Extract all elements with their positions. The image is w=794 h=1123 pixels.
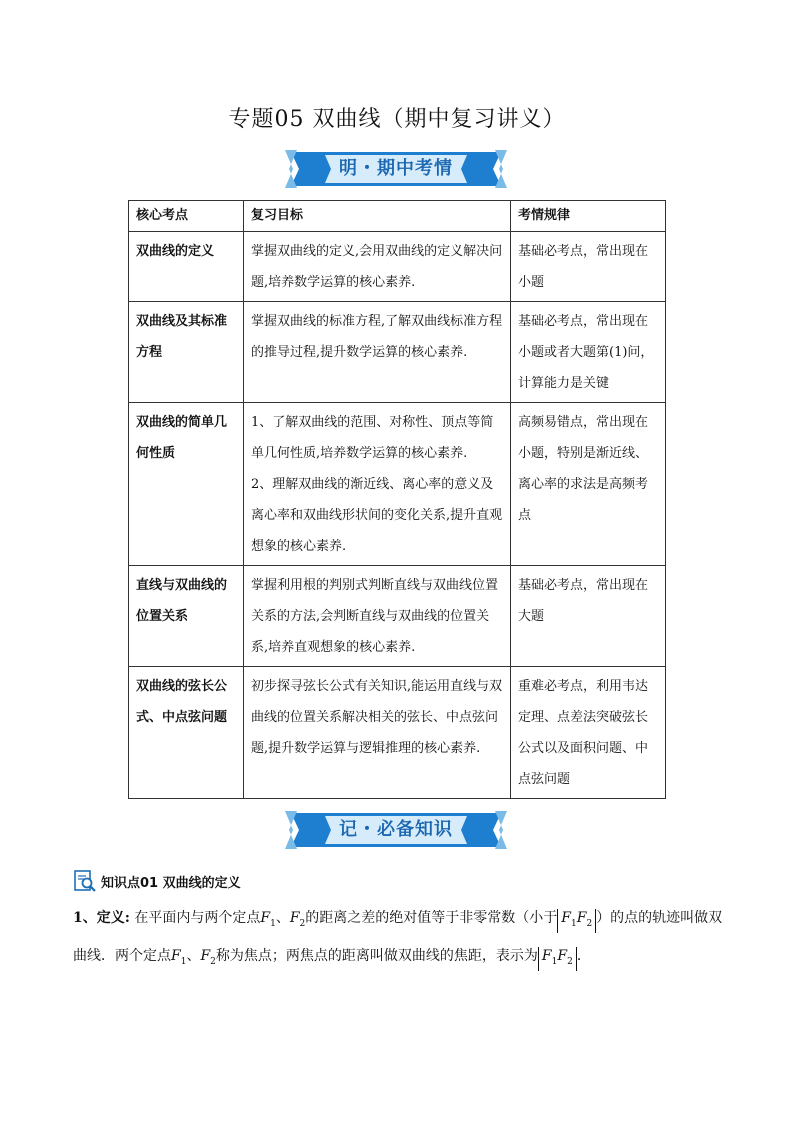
goal-cell: 掌握利用根的判别式判断直线与双曲线位置关系的方法,会判断直线与双曲线的位置关系,培养直观想象的核心素养. xyxy=(244,566,511,667)
column-header: 考情规律 xyxy=(511,201,666,232)
table-row xyxy=(129,667,666,799)
symbol-f2: $F_2$ xyxy=(289,910,306,929)
symbol-f2: $F_2$ xyxy=(200,947,216,967)
table-header-row xyxy=(129,201,666,232)
banner-label: 明・期中考情 xyxy=(339,158,453,179)
colon: : xyxy=(124,910,130,926)
column-header: 复习目标 xyxy=(244,201,511,232)
topic-cell: 双曲线的弦长公式、中点弦问题 xyxy=(129,667,244,799)
section-banner-knowledge xyxy=(285,811,507,849)
separator: 、 xyxy=(275,910,290,926)
review-table xyxy=(128,200,666,799)
goal-line-1: 1、了解双曲线的范围、对称性、顶点等简单几何性质,培养数学运算的核心素养. xyxy=(251,415,494,461)
definition-text-1: 在平面内与两个定点 xyxy=(134,910,261,926)
magnifier-book-icon xyxy=(73,869,97,893)
knowledge-point-heading xyxy=(73,868,241,894)
section-banner-exam xyxy=(285,150,507,188)
table-row xyxy=(129,566,666,667)
definition-text-3: ）的点的轨迹叫做双曲线．两个定点 xyxy=(73,910,723,964)
definition-text-4: 称为焦点；两焦点的距离叫做双曲线的焦距，表示为 xyxy=(215,947,538,964)
definition-text-2: 的距离之差的绝对值等于非零常数（小于 xyxy=(305,910,558,926)
definition-paragraph xyxy=(73,902,733,978)
pattern-cell: 基础必考点，常出现在小题或者大题第(1)问，计算能力是关键 xyxy=(511,302,666,403)
table-row xyxy=(129,302,666,403)
column-header: 核心考点 xyxy=(129,201,244,232)
goal-cell: 初步探寻弦长公式有关知识,能运用直线与双曲线的位置关系解决相关的弦长、中点弦问题,提升数学运算与逻辑推理的核心素养. xyxy=(244,667,511,799)
topic-cell: 直线与双曲线的位置关系 xyxy=(129,566,244,667)
topic-cell: 双曲线及其标准方程 xyxy=(129,302,244,403)
topic-cell: 双曲线的简单几何性质 xyxy=(129,403,244,566)
symbol-f1: $F_1$ xyxy=(260,910,276,929)
table-row xyxy=(129,403,666,566)
goal-cell xyxy=(244,403,511,566)
pattern-cell: 基础必考点，常出现在大题 xyxy=(511,566,666,667)
pattern-cell: 基础必考点，常出现在小题 xyxy=(511,232,666,302)
page-title: 专题05 双曲线（期中复习讲义） xyxy=(228,107,566,132)
definition-term: 定义 xyxy=(96,910,125,926)
goal-cell: 掌握双曲线的标准方程,了解双曲线标准方程的推导过程,提升数学运算的核心素养. xyxy=(244,302,511,403)
banner-label: 记・必备知识 xyxy=(339,819,453,840)
goal-line-2: 2、理解双曲线的渐近线、离心率的意义及离心率和双曲线形状间的变化关系,提升直观想象的核心素养. xyxy=(251,477,503,554)
pattern-cell: 高频易错点，常出现在小题，特别是渐近线、离心率的求法是高频考点 xyxy=(511,403,666,566)
symbol-f1: $F_1$ xyxy=(171,947,187,967)
pattern-cell: 重难必考点，利用韦达定理、点差法突破弦长公式以及面积问题、中点弦问题 xyxy=(511,667,666,799)
topic-cell: 双曲线的定义 xyxy=(129,232,244,302)
goal-cell: 掌握双曲线的定义,会用双曲线的定义解决问题,培养数学运算的核心素养. xyxy=(244,232,511,302)
item-number: 1、 xyxy=(73,910,97,926)
separator: 、 xyxy=(186,947,201,964)
distance-f1f2: $F_1F_2$ xyxy=(538,947,577,971)
knowledge-point-title: 知识点01 双曲线的定义 xyxy=(101,875,241,891)
table-row xyxy=(129,232,666,302)
sentence-end: ． xyxy=(576,947,591,964)
distance-f1f2: $F_1F_2$ xyxy=(557,909,596,933)
